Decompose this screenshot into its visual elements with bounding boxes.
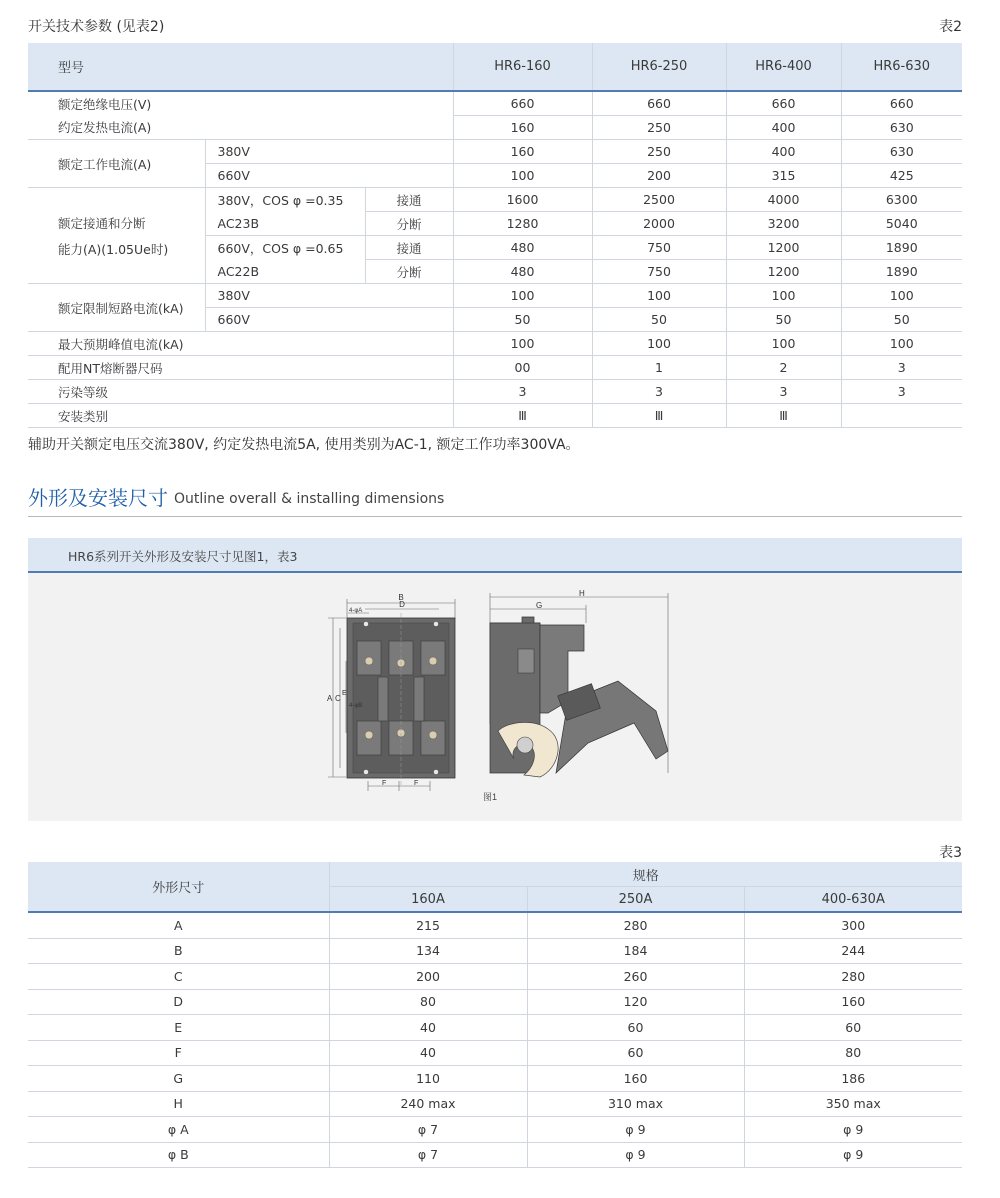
cell: 50 — [726, 308, 841, 332]
row-short-circuit-380 — [28, 284, 962, 308]
cell: 660 — [592, 91, 726, 116]
outline-title-en: Outline overall & installing dimensions — [174, 491, 445, 507]
cell: Ⅲ — [453, 404, 592, 428]
cell: 5040 — [841, 212, 962, 236]
making-mode-3: 接通 — [365, 236, 453, 260]
cell: 100 — [841, 332, 962, 356]
working-380-label: 380V — [205, 140, 453, 164]
dim-label-f-left: F — [382, 780, 387, 787]
cell: φ 7 — [329, 1117, 527, 1143]
cell: 250 — [592, 140, 726, 164]
cell: 400 — [726, 116, 841, 140]
cell: 1890 — [841, 236, 962, 260]
cell: 480 — [453, 260, 592, 284]
cell: 100 — [453, 284, 592, 308]
making-mode-2: 分断 — [365, 212, 453, 236]
making-breaking-label-line2: 能力(A)(1.05Ue时) — [58, 241, 169, 257]
dim-label-phi-a: 4-φA — [349, 608, 363, 614]
row-thermal-current — [28, 116, 962, 140]
cell: 3 — [453, 380, 592, 404]
dims-column-160a: 160A — [329, 887, 527, 913]
table-row — [28, 989, 962, 1015]
thermal-current-label: 约定发热电流(A) — [28, 116, 453, 140]
short-circuit-label: 额定限制短路电流(kA) — [28, 284, 205, 332]
specs-title: 开关技术参数 (见表2) — [28, 19, 165, 35]
making-cond-4: AC22B — [205, 260, 365, 284]
cell: 186 — [744, 1066, 962, 1092]
dims-col-label: 外形尺寸 — [28, 862, 329, 912]
model-1: HR6-160 — [453, 43, 592, 91]
cell: 400 — [726, 140, 841, 164]
peak-current-label: 最大预期峰值电流(kA) — [28, 332, 453, 356]
making-cond-1: 380V，COS φ =0.35 — [205, 188, 365, 212]
cell: 100 — [453, 164, 592, 188]
cell: 100 — [726, 284, 841, 308]
cell: 250 — [592, 116, 726, 140]
cell: 200 — [592, 164, 726, 188]
outline-title-zh: 外形及安装尺寸 — [28, 486, 168, 510]
table-row — [28, 1066, 962, 1092]
row-pollution — [28, 380, 962, 404]
cell: 3 — [841, 380, 962, 404]
table-row — [28, 1117, 962, 1143]
cell: 244 — [744, 938, 962, 964]
cell: 60 — [527, 1015, 744, 1041]
cell: φ 9 — [527, 1142, 744, 1168]
cell: 160 — [744, 989, 962, 1015]
working-current-label: 额定工作电流(A) — [28, 140, 205, 188]
cell: 660 — [841, 91, 962, 116]
cell: 4000 — [726, 188, 841, 212]
cell: 6300 — [841, 188, 962, 212]
dims-column-250a: 250A — [527, 887, 744, 913]
cell: 630 — [841, 140, 962, 164]
cell: 00 — [453, 356, 592, 380]
dim-name: φ B — [28, 1142, 329, 1168]
table-row — [28, 938, 962, 964]
dim-name: H — [28, 1091, 329, 1117]
row-working-current-380 — [28, 140, 962, 164]
dim-label-h: H — [579, 589, 585, 598]
table-row — [28, 1015, 962, 1041]
fuse-size-label: 配用NT熔断器尺码 — [28, 356, 453, 380]
specs-table — [28, 43, 962, 428]
cell: 100 — [726, 332, 841, 356]
outline-band-text: HR6系列开关外形及安装尺寸见图1，表3 — [68, 549, 298, 564]
table-row — [28, 1091, 962, 1117]
cell: 110 — [329, 1066, 527, 1092]
cell: 260 — [527, 964, 744, 990]
cell: 100 — [592, 332, 726, 356]
cell: 60 — [744, 1015, 962, 1041]
cell: 2000 — [592, 212, 726, 236]
cell: 660 — [453, 91, 592, 116]
dim-name: B — [28, 938, 329, 964]
outline-band — [28, 538, 962, 573]
cell: 50 — [841, 308, 962, 332]
model-label: 型号 — [28, 43, 453, 91]
cell: 134 — [329, 938, 527, 964]
making-cond-2: AC23B — [205, 212, 365, 236]
table-row — [28, 1040, 962, 1066]
cell: φ 9 — [744, 1142, 962, 1168]
cell: 1890 — [841, 260, 962, 284]
cell — [841, 404, 962, 428]
cell: 120 — [527, 989, 744, 1015]
cell: 160 — [453, 140, 592, 164]
short-660-label: 660V — [205, 308, 453, 332]
cell: 280 — [744, 964, 962, 990]
switch-side-base — [490, 623, 540, 773]
table-row — [28, 1142, 962, 1168]
install-class-label: 安装类别 — [28, 404, 453, 428]
cell: 100 — [453, 332, 592, 356]
model-3: HR6-400 — [726, 43, 841, 91]
short-380-label: 380V — [205, 284, 453, 308]
dim-name: E — [28, 1015, 329, 1041]
cell: Ⅲ — [726, 404, 841, 428]
cell: Ⅲ — [592, 404, 726, 428]
making-breaking-label — [28, 188, 205, 284]
dim-name: D — [28, 989, 329, 1015]
cell: 160 — [453, 116, 592, 140]
cell: 350 max — [744, 1091, 962, 1117]
dims-spec-label: 规格 — [329, 862, 962, 887]
dim-label-e: E — [342, 690, 347, 697]
dim-name: G — [28, 1066, 329, 1092]
dim-name: φ A — [28, 1117, 329, 1143]
cell: 3 — [592, 380, 726, 404]
cell: φ 9 — [744, 1117, 962, 1143]
row-peak-current — [28, 332, 962, 356]
model-4: HR6-630 — [841, 43, 962, 91]
cell: 100 — [841, 284, 962, 308]
model-2: HR6-250 — [592, 43, 726, 91]
dim-label-a: A — [327, 694, 333, 703]
cell: 1600 — [453, 188, 592, 212]
cell: 200 — [329, 964, 527, 990]
cell: 1200 — [726, 236, 841, 260]
dim-label-d: D — [399, 600, 405, 609]
cell: 3200 — [726, 212, 841, 236]
cell: 40 — [329, 1040, 527, 1066]
cell: 315 — [726, 164, 841, 188]
outline-drawing — [28, 573, 962, 821]
row-insulation-voltage — [28, 91, 962, 116]
cell: φ 9 — [527, 1117, 744, 1143]
dim-name: C — [28, 964, 329, 990]
specs-header-row — [28, 43, 962, 91]
cell: 40 — [329, 1015, 527, 1041]
cell: 3 — [841, 356, 962, 380]
cell: 50 — [592, 308, 726, 332]
dim-label-f-right: F — [414, 780, 419, 787]
cell: 750 — [592, 236, 726, 260]
row-making-1 — [28, 188, 962, 212]
cell: 1200 — [726, 260, 841, 284]
dims-column-400-630a: 400-630A — [744, 887, 962, 913]
making-mode-4: 分断 — [365, 260, 453, 284]
cell: φ 7 — [329, 1142, 527, 1168]
row-fuse-size — [28, 356, 962, 380]
dimensions-table — [28, 862, 962, 1168]
table3-number: 表3 — [939, 845, 962, 861]
cell: 750 — [592, 260, 726, 284]
cell: 660 — [726, 91, 841, 116]
table-row — [28, 912, 962, 938]
cell: 80 — [329, 989, 527, 1015]
cell: 100 — [592, 284, 726, 308]
dim-label-c: C — [335, 694, 341, 703]
table2-number: 表2 — [939, 19, 962, 35]
cell: 80 — [744, 1040, 962, 1066]
cell: 300 — [744, 912, 962, 938]
dim-label-phi-b: 4-φB — [349, 703, 363, 709]
cell: 60 — [527, 1040, 744, 1066]
side-panel — [518, 649, 534, 673]
cell: 280 — [527, 912, 744, 938]
cell: 310 max — [527, 1091, 744, 1117]
cell: 1280 — [453, 212, 592, 236]
cell: 630 — [841, 116, 962, 140]
row-install-class — [28, 404, 962, 428]
insulation-voltage-label: 额定绝缘电压(V) — [58, 96, 152, 112]
making-cond-3: 660V，COS φ =0.65 — [205, 236, 365, 260]
cell: 50 — [453, 308, 592, 332]
terminal-bolt — [517, 737, 533, 753]
cell: 2500 — [592, 188, 726, 212]
cell: 184 — [527, 938, 744, 964]
table-row — [28, 964, 962, 990]
cell: 215 — [329, 912, 527, 938]
cell: 160 — [527, 1066, 744, 1092]
section-divider — [28, 516, 962, 517]
cell: 480 — [453, 236, 592, 260]
making-breaking-label-line1: 额定接通和分断 — [58, 215, 146, 231]
working-660-label: 660V — [205, 164, 453, 188]
dim-name: F — [28, 1040, 329, 1066]
dim-label-b: B — [398, 593, 404, 602]
cell: 3 — [726, 380, 841, 404]
cell: 2 — [726, 356, 841, 380]
figure-panel — [28, 573, 962, 821]
cell: 240 max — [329, 1091, 527, 1117]
dim-name: A — [28, 912, 329, 938]
cell: 425 — [841, 164, 962, 188]
auxiliary-switch-note: 辅助开关额定电压交流380V, 约定发热电流5A, 使用类别为AC-1, 额定工作功率300VA。 — [28, 437, 580, 453]
cell: 1 — [592, 356, 726, 380]
figure-caption: 图1 — [483, 792, 498, 802]
pollution-label: 污染等级 — [28, 380, 453, 404]
dims-header-row-1 — [28, 862, 962, 887]
dim-label-g: G — [536, 601, 543, 610]
making-mode-1: 接通 — [365, 188, 453, 212]
